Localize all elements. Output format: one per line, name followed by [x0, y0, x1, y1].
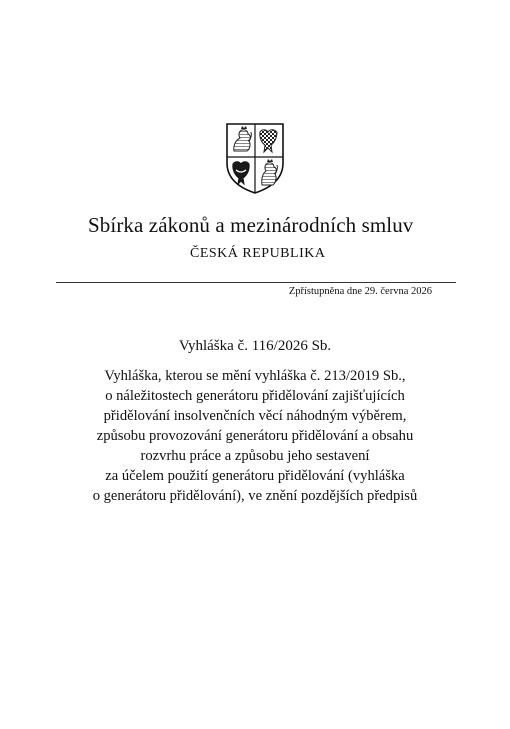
decree-title-line: způsobu provozování generátoru přidělování a obsahu — [96, 428, 414, 444]
decree-title — [40, 366, 470, 506]
decree-title-line: o generátoru přidělování), ve znění pozdějších předpisů — [92, 488, 418, 504]
decree-title-line: za účelem použití generátoru přidělování (vyhláška — [105, 468, 405, 484]
decree-number: Vyhláška č. 116/2026 Sb. — [178, 338, 332, 354]
country-name: ČESKÁ REPUBLIKA — [190, 246, 326, 261]
journal-title: Sbírka zákonů a mezinárodních smluv — [88, 213, 414, 237]
decree-title-line: přidělování insolvenčních věcí náhodným výběrem, — [103, 408, 407, 424]
header-divider — [56, 282, 456, 283]
decree-title-line: rozvrhu práce a způsobu jeho sestavení — [140, 448, 370, 464]
czech-coat-of-arms-icon — [224, 121, 286, 195]
decree-title-line: o náležitostech generátoru přidělování zajišťujících — [105, 388, 405, 404]
decree-title-line: Vyhláška, kterou se mění vyhláška č. 213/2019 Sb., — [104, 368, 406, 384]
publication-date: Zpřístupněna dne 29. června 2026 — [288, 286, 432, 297]
